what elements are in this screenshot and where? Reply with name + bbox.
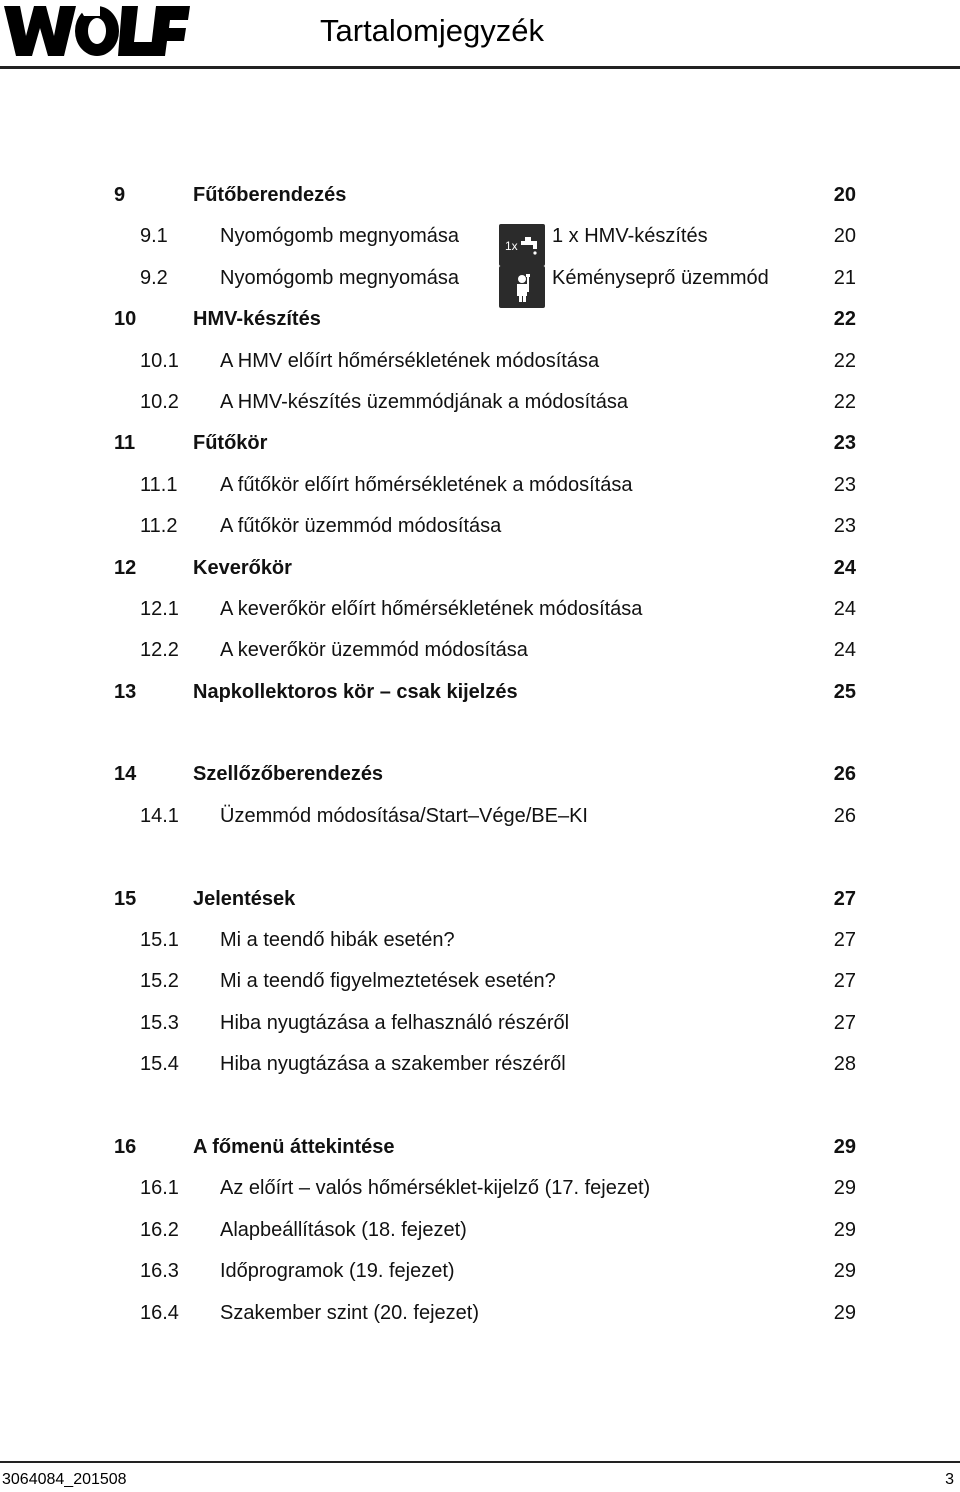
- toc-entry-page: 20: [833, 184, 856, 206]
- toc-entry-number: 13: [114, 680, 137, 703]
- toc-section-entry[interactable]: [0, 465, 960, 506]
- toc-entry-title: Időprogramok (19. fejezet): [220, 1260, 455, 1283]
- toc-entry-page: 27: [833, 970, 856, 993]
- toc-section-entry[interactable]: [0, 1168, 960, 1209]
- toc-entry-number: 12: [114, 556, 137, 579]
- toc-entry-page: 27: [833, 929, 856, 952]
- toc-entry-description: 1 x HMV-készítés: [552, 225, 708, 248]
- wolf-logo: [4, 4, 190, 58]
- toc-entry-number: 16: [114, 1135, 137, 1158]
- toc-entry-number: 15: [114, 887, 137, 910]
- toc-entry-number: 14: [114, 763, 137, 786]
- toc-entry-number: 11.2: [140, 515, 178, 538]
- toc-section-entry[interactable]: [0, 216, 960, 257]
- toc-entry-description: Kéményseprő üzemmód: [552, 266, 769, 289]
- toc-entry-number: 10.2: [140, 390, 179, 413]
- toc-entry-title: A HMV előírt hőmérsékletének módosítása: [220, 349, 600, 372]
- toc-chapter-entry[interactable]: [0, 175, 960, 216]
- toc-entry-number: 16.3: [140, 1260, 179, 1283]
- toc-entry-page: 22: [833, 349, 856, 372]
- toc-entry-page: 29: [833, 1135, 856, 1158]
- toc-entry-number: 16.1: [140, 1177, 179, 1200]
- toc-entry-page: 28: [833, 1053, 856, 1076]
- one-time-label: 1x: [505, 239, 518, 254]
- document-number: 3064084_201508: [2, 1471, 127, 1488]
- toc-entry-title: Fűtőberendezés: [193, 184, 347, 206]
- toc-entry-title: A főmenü áttekintése: [193, 1135, 395, 1158]
- toc-entry-title: Üzemmód módosítása/Start–Vége/BE–KI: [220, 804, 588, 827]
- toc-entry-title: Hiba nyugtázása a felhasználó részéről: [220, 1011, 570, 1034]
- toc-entry-title: Napkollektoros kör – csak kijelzés: [193, 680, 518, 703]
- toc-entry-number: 14.1: [140, 804, 179, 827]
- toc-entry-page: 23: [833, 473, 856, 496]
- toc-entry-title: Jelentések: [193, 887, 296, 910]
- toc-entry-title: HMV-készítés: [193, 308, 321, 331]
- toc-entry-title: A fűtőkör üzemmód módosítása: [220, 515, 502, 538]
- toc-entry-title: Fűtőkör: [193, 432, 268, 455]
- toc-section-entry[interactable]: [0, 1251, 960, 1292]
- toc-entry-page: 23: [833, 515, 856, 538]
- toc-section-entry[interactable]: [0, 258, 960, 299]
- toc-entry-page: 27: [833, 1011, 856, 1034]
- toc-entry-title: Nyomógomb megnyomása: [220, 266, 459, 289]
- toc-entry-title: Keverőkör: [193, 556, 292, 579]
- toc-entry-page: 27: [833, 887, 856, 910]
- toc-entry-number: 9.2: [140, 266, 168, 289]
- toc-chapter-entry[interactable]: [0, 672, 960, 713]
- toc-section-entry[interactable]: [0, 506, 960, 547]
- toc-entry-page: 29: [833, 1177, 856, 1200]
- toc-entry-title: Szellőzőberendezés: [193, 763, 384, 786]
- toc-entry-page: 24: [833, 639, 856, 662]
- header-divider: [0, 66, 960, 69]
- toc-chapter-entry[interactable]: [0, 754, 960, 795]
- toc-entry-page: 21: [833, 266, 856, 289]
- toc-entry-title: A keverőkör üzemmód módosítása: [220, 639, 528, 662]
- toc-section-entry[interactable]: [0, 589, 960, 630]
- toc-section-entry[interactable]: [0, 1293, 960, 1334]
- toc-entry-page: 26: [833, 804, 856, 827]
- toc-entry-page: 29: [833, 1260, 856, 1283]
- toc-entry-number: 15.1: [140, 929, 179, 952]
- toc-entry-number: 12.2: [140, 639, 179, 662]
- footer-divider: [0, 1461, 960, 1463]
- toc-entry-title: Nyomógomb megnyomása: [220, 225, 459, 248]
- toc-entry-page: 29: [833, 1218, 856, 1241]
- toc-chapter-entry[interactable]: [0, 548, 960, 589]
- toc-chapter-entry[interactable]: [0, 879, 960, 920]
- toc-entry-page: 22: [833, 308, 856, 331]
- toc-section-entry[interactable]: [0, 382, 960, 423]
- toc-entry-number: 12.1: [140, 597, 179, 620]
- toc-entry-number: 11.1: [140, 473, 178, 496]
- toc-entry-title: Mi a teendő hibák esetén?: [220, 929, 455, 952]
- toc-entry-title: A HMV-készítés üzemmódjának a módosítása: [220, 390, 628, 413]
- toc-entry-number: 9: [114, 184, 126, 206]
- page-number: 3: [945, 1471, 954, 1488]
- toc-section-entry[interactable]: [0, 920, 960, 961]
- toc-entry-page: 24: [833, 597, 856, 620]
- toc-entry-title: Alapbeállítások (18. fejezet): [220, 1218, 467, 1241]
- toc-entry-page: 20: [833, 225, 856, 248]
- toc-entry-number: 15.2: [140, 970, 179, 993]
- toc-chapter-entry[interactable]: [0, 423, 960, 464]
- toc-section-entry[interactable]: [0, 1003, 960, 1044]
- toc-section-entry[interactable]: [0, 1044, 960, 1085]
- toc-entry-page: 24: [833, 556, 856, 579]
- toc-entry-page: 23: [833, 432, 856, 455]
- toc-section-entry[interactable]: [0, 341, 960, 382]
- toc-entry-title: Mi a teendő figyelmeztetések esetén?: [220, 970, 556, 993]
- toc-section-entry[interactable]: [0, 1210, 960, 1251]
- toc-entry-title: Szakember szint (20. fejezet): [220, 1301, 479, 1324]
- toc-entry-title: A fűtőkör előírt hőmérsékletének a módosítása: [220, 473, 633, 496]
- toc-section-entry[interactable]: [0, 796, 960, 837]
- toc-entry-page: 29: [833, 1301, 856, 1324]
- toc-chapter-entry[interactable]: [0, 1127, 960, 1168]
- toc-chapter-entry[interactable]: [0, 299, 960, 340]
- toc-section-entry[interactable]: [0, 961, 960, 1002]
- toc-entry-page: 25: [833, 680, 856, 703]
- toc-entry-number: 15.4: [140, 1053, 179, 1076]
- toc-section-entry[interactable]: [0, 630, 960, 671]
- toc-entry-number: 10: [114, 308, 137, 331]
- table-of-contents: [0, 175, 960, 1334]
- toc-entry-title: A keverőkör előírt hőmérsékletének módosítása: [220, 597, 643, 620]
- toc-entry-title: Hiba nyugtázása a szakember részéről: [220, 1053, 566, 1076]
- toc-entry-number: 11: [114, 432, 136, 455]
- toc-entry-number: 16.2: [140, 1218, 179, 1241]
- toc-entry-page: 22: [833, 390, 856, 413]
- toc-entry-number: 16.4: [140, 1301, 179, 1324]
- toc-entry-number: 9.1: [140, 225, 168, 248]
- toc-entry-number: 15.3: [140, 1011, 179, 1034]
- toc-entry-title: Az előírt – valós hőmérséklet-kijelző (17. fejezet): [220, 1177, 651, 1200]
- page-title: Tartalomjegyzék: [320, 13, 544, 48]
- toc-entry-page: 26: [833, 763, 856, 786]
- toc-entry-number: 10.1: [140, 349, 179, 372]
